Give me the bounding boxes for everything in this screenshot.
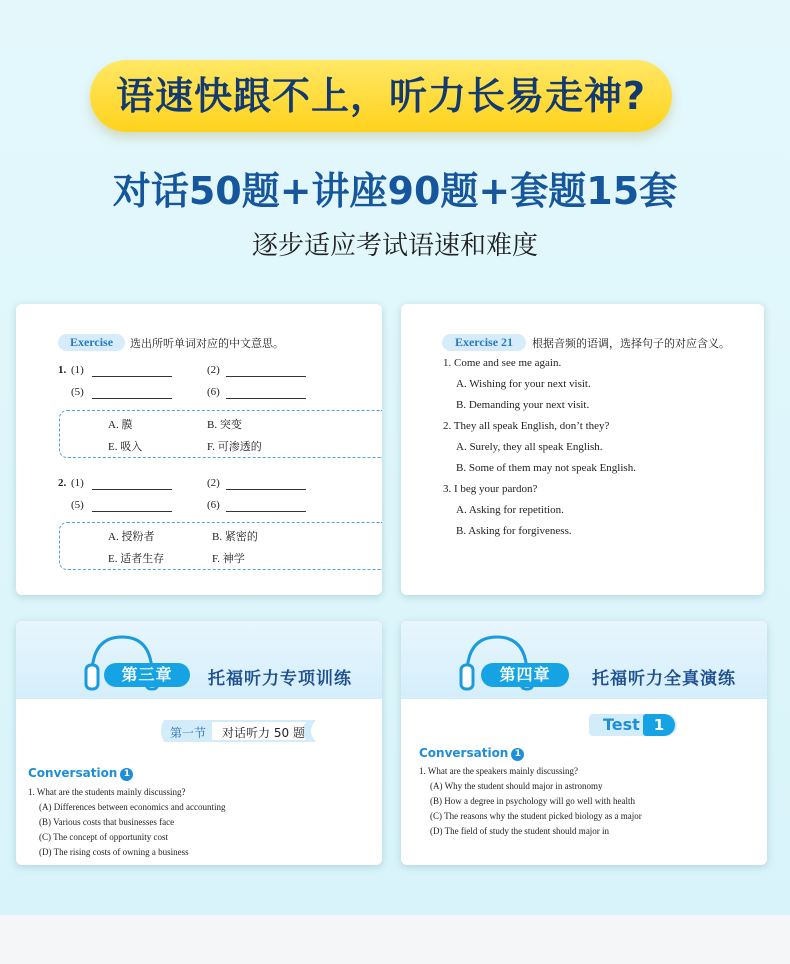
answer-blank-line[interactable] bbox=[226, 376, 306, 377]
blank-label: (6) bbox=[207, 499, 220, 511]
question-text: 3. I beg your pardon? bbox=[443, 483, 538, 495]
option-item: E. 适者生存 bbox=[108, 553, 165, 565]
chapter-title: 托福听力全真演练 bbox=[592, 669, 736, 689]
chapter-badge: 第四章 bbox=[481, 663, 569, 687]
exercise-tag: Exercise bbox=[58, 334, 125, 351]
answer-option: B. Some of them may not speak English. bbox=[456, 462, 636, 474]
test-number: 1 bbox=[643, 714, 675, 736]
conversation-heading bbox=[28, 766, 133, 781]
chapter-card-four bbox=[401, 621, 767, 865]
answer-option: (A) Why the student should major in astronomy bbox=[430, 781, 603, 791]
answer-option: B. Demanding your next visit. bbox=[456, 399, 590, 411]
question-text: 1. What are the students mainly discussing? bbox=[28, 787, 186, 797]
answer-blank-line[interactable] bbox=[92, 376, 172, 377]
conversation-label: Conversation bbox=[419, 746, 509, 760]
answer-blank-line[interactable] bbox=[92, 511, 172, 512]
question-text: 1. Come and see me again. bbox=[443, 357, 562, 369]
answer-option: A. Wishing for your next visit. bbox=[456, 378, 591, 390]
conversation-number: 1 bbox=[511, 748, 524, 761]
conversation-number: 1 bbox=[120, 768, 133, 781]
group-number: 2. bbox=[58, 477, 67, 489]
banner-pill bbox=[90, 60, 672, 132]
answer-option: A. Asking for repetition. bbox=[456, 504, 564, 516]
banner-subline: 逐步适应考试语速和难度 bbox=[251, 231, 538, 261]
option-item: E. 吸入 bbox=[108, 441, 143, 453]
answer-blank-line[interactable] bbox=[226, 398, 306, 399]
test-label: Test bbox=[603, 715, 640, 734]
blank-label: (5) bbox=[71, 386, 84, 398]
exercise-instruction: 选出所听单词对应的中文意思。 bbox=[130, 337, 284, 350]
exercise-tag: Exercise 21 bbox=[442, 334, 526, 351]
blank-label: (2) bbox=[207, 477, 220, 489]
option-item: B. 突变 bbox=[207, 419, 242, 431]
blank-label: (2) bbox=[207, 364, 220, 376]
section-label: 第一节 bbox=[170, 726, 207, 740]
answer-blank-line[interactable] bbox=[226, 489, 306, 490]
option-item: F. 可渗透的 bbox=[207, 441, 262, 453]
blank-label: (1) bbox=[71, 477, 84, 489]
exercise-instruction: 根据音频的语调，选择句子的对应含义。 bbox=[532, 337, 730, 350]
answer-option: (C) The concept of opportunity cost bbox=[39, 832, 169, 842]
option-item: F. 神学 bbox=[212, 553, 245, 565]
answer-option: (A) Differences between economics and accounting bbox=[39, 802, 226, 812]
blank-label: (1) bbox=[71, 364, 84, 376]
chapter-card-three bbox=[16, 621, 382, 865]
conversation-label: Conversation bbox=[28, 766, 118, 780]
option-item: A. 膜 bbox=[108, 419, 133, 431]
option-item: B. 紧密的 bbox=[212, 531, 258, 543]
answer-option: (B) How a degree in psychology will go well with health bbox=[430, 796, 635, 806]
answer-blank-line[interactable] bbox=[92, 398, 172, 399]
option-item: A. 授粉者 bbox=[108, 531, 155, 543]
group-number: 1. bbox=[58, 364, 67, 376]
answer-blank-line[interactable] bbox=[226, 511, 306, 512]
answer-option: (D) The field of study the student should major in bbox=[430, 826, 610, 836]
answer-option: (D) The rising costs of owning a business bbox=[39, 847, 189, 857]
answer-option: A. Surely, they all speak English. bbox=[456, 441, 603, 453]
answer-blank-line[interactable] bbox=[92, 489, 172, 490]
blank-label: (6) bbox=[207, 386, 220, 398]
answer-option: B. Asking for forgiveness. bbox=[456, 525, 572, 537]
conversation-heading bbox=[419, 746, 524, 761]
exercise-card-vocabulary bbox=[16, 304, 382, 595]
answer-option: (C) The reasons why the student picked biology as a major bbox=[430, 811, 642, 821]
banner-pill-text: 语速快跟不上，听力长易走神? bbox=[115, 74, 647, 118]
page-footer-strip bbox=[0, 915, 790, 964]
section-title: 对话听力 50 题 bbox=[222, 726, 305, 740]
blank-label: (5) bbox=[71, 499, 84, 511]
chapter-title: 托福听力专项训练 bbox=[208, 669, 352, 689]
banner-headline: 对话50题+讲座90题+套题15套 bbox=[112, 169, 678, 213]
answer-option: (B) Various costs that businesses face bbox=[39, 817, 175, 827]
chapter-badge: 第三章 bbox=[104, 663, 190, 687]
question-text: 2. They all speak English, don’t they? bbox=[443, 420, 610, 432]
question-text: 1. What are the speakers mainly discussing? bbox=[419, 766, 579, 776]
exercise-card-intonation bbox=[401, 304, 764, 595]
test-badge bbox=[589, 714, 677, 736]
